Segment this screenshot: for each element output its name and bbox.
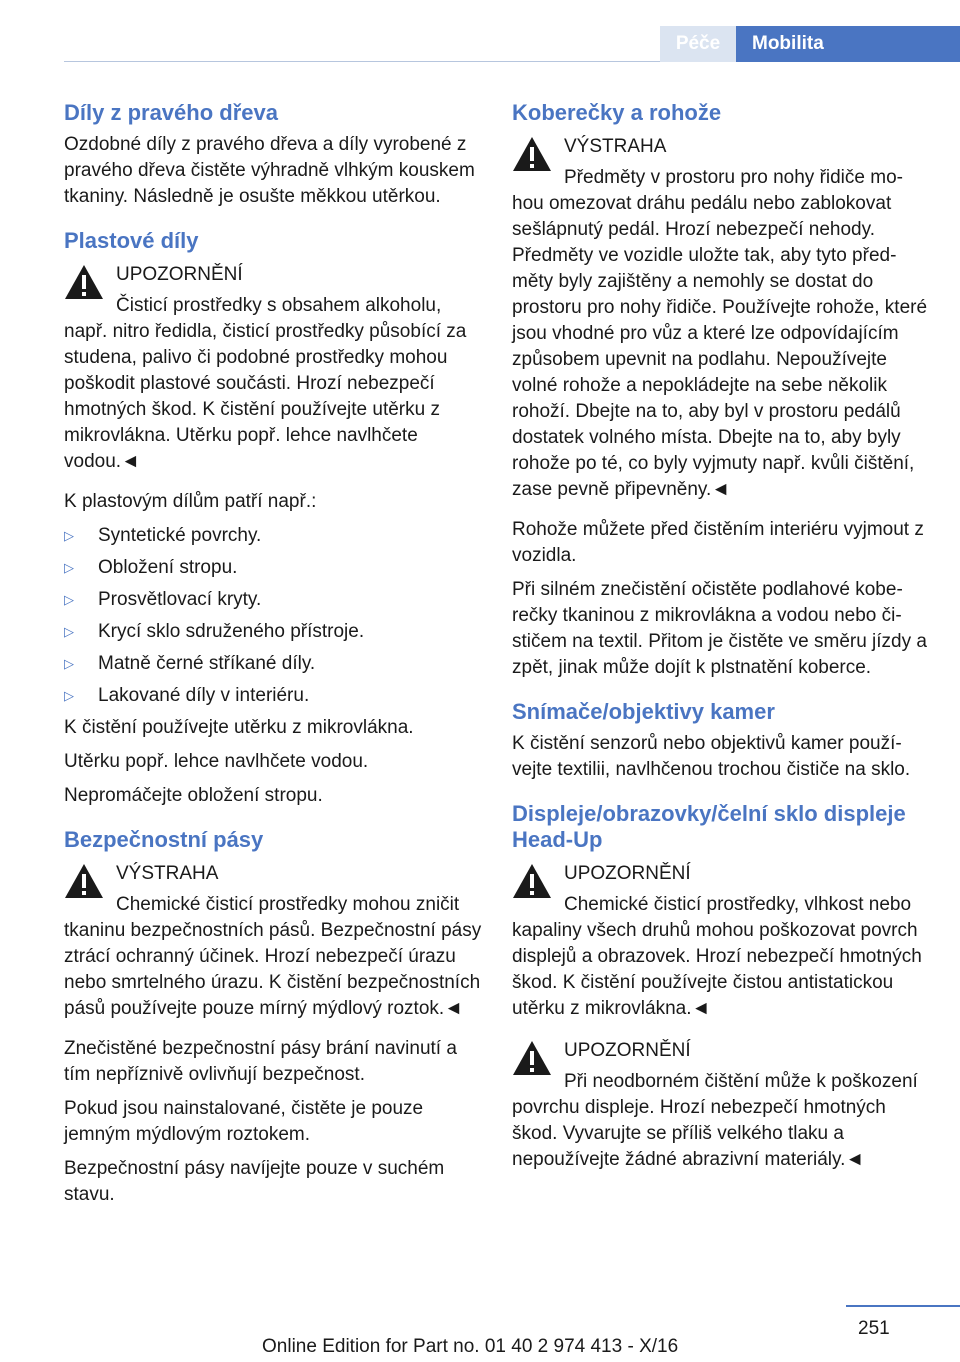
triangle-bullet-icon: ▷ (64, 688, 74, 703)
warning-text: Předměty v prostoru pro nohy řidiče mohou omezovat dráhu pedálu nebo zablokovat sešlápnutý pedál. Hrozí nebezpečí nehody. Předměty ve vozidle uložte tak, aby tyto předměty byly zajištěny a nemohly se dostat do prostoru pro nohy řidiče. Používejte rohože, které jsou vhodné pro vůz a které lze odpovídajícím způsobem upevnit na podlahu. Nepoužívejte volné rohože a nepokládejte na sebe několik rohoží. Dbejte na to, aby byl v prostoru pedálů dostatek volného místa. Dbejte na to, aby byly rohože po té, co byly vyjmuty např. kvůli čištění, zase pevně připevněny.◄ (512, 167, 928, 500)
plastic-list (64, 523, 482, 709)
triangle-bullet-icon: ▷ (64, 656, 74, 671)
page-number: 251 (858, 1318, 890, 1339)
belts-p2: Pokud jsou nainstalované, čistěte je pouze jemným mýdlovým roztokem. (64, 1098, 424, 1145)
triangle-bullet-icon: ▷ (64, 624, 74, 639)
list-item-text: Obložení stropu. (98, 557, 238, 578)
section-title-cameras: Snímače/objektivy kamer (512, 699, 775, 724)
list-item (64, 587, 482, 613)
section-title-displays: Displeje/obrazovky/čelní sklo displeje Head-Up (512, 801, 906, 852)
mats-warning (512, 132, 928, 503)
section-displays (512, 801, 928, 1173)
warning-heading: UPOZORNĚNÍ (564, 863, 691, 884)
warning-heading: VÝSTRAHA (116, 863, 219, 884)
section-plastic (64, 228, 482, 809)
warning-heading: UPOZORNĚNÍ (116, 264, 243, 285)
section-title-belts: Bezpečnostní pásy (64, 827, 264, 852)
plastic-intro: K plastovým dílům patří např.: (64, 491, 317, 512)
list-item (64, 651, 482, 677)
right-column (512, 100, 928, 1191)
triangle-bullet-icon: ▷ (64, 560, 74, 575)
section-mats (512, 100, 928, 681)
warning-heading: UPOZORNĚNÍ (564, 1040, 691, 1061)
section-title-plastic: Plastové díly (64, 228, 199, 253)
warning-text: Čisticí prostředky s obsahem alkoholu, např. nitro ředidla, čisticí prostředky působící za studena, palivo či podobné prostředky mohou poškodit plastové součásti. Hrozí nebezpečí hmotných škod. K čistění používejte utěrku z mikrovlákna. Utěrku popř. lehce navlhčete vodou.◄ (64, 295, 467, 472)
section-belts (64, 827, 482, 1208)
list-item (64, 555, 482, 581)
page-header (0, 0, 960, 62)
triangle-bullet-icon: ▷ (64, 528, 74, 543)
mats-p2: Při silném znečistění očistěte podlahové koberečky tkaninou z mikrovlákna a vodou nebo čističem na textil. Přitom je čistěte ve směru jízdy a zpět, jinak může dojít k plstnatění koberce. (512, 579, 927, 678)
warning-text: Chemické čisticí prostředky mohou zničit tkaninu bezpečnostních pásů. Bezpečnostní pásy ztrácí ochranný účinek. Hrozí nebezpečí úrazu nebo smrtelného úrazu. K čistění bezpečnostních pásů používejte pouze mírný mýdlový roztok.◄ (64, 894, 482, 1019)
list-item-text: Krycí sklo sdruženého přístroje. (98, 621, 365, 642)
belts-warning (64, 859, 482, 1022)
belts-p3: Bezpečnostní pásy navíjejte pouze v suchém stavu. (64, 1158, 445, 1205)
plastic-p3: Nepromáčejte obložení stropu. (64, 785, 323, 806)
section-wood (64, 100, 482, 210)
warning-text: Chemické čisticí prostředky, vlhkost nebo kapaliny všech druhů mohou poškozovat povrch displejů a obrazovek. Hrozí nebezpečí hmotných škod. K čistění používejte čistou antistatickou utěrku z mikrovlákna.◄ (512, 894, 922, 1019)
plastic-p1: K čistění používejte utěrku z mikrovlákna. (64, 717, 414, 738)
tab-pece[interactable]: Péče (660, 26, 736, 62)
footer-rule (846, 1305, 960, 1307)
plastic-p2: Utěrku popř. lehce navlhčete vodou. (64, 751, 369, 772)
tab-mobilita[interactable]: Mobilita (736, 26, 960, 62)
cameras-text: K čistění senzorů nebo objektivů kamer používejte textilii, navlhčenou trochou čističe na sklo. (512, 733, 911, 780)
warning-triangle-icon (512, 136, 552, 172)
wood-text: Ozdobné díly z pravého dřeva a díly vyrobené z pravého dřeva čistěte výhradně vlhkým kouskem tkaniny. Následně je osušte měkkou utěrkou. (64, 134, 475, 207)
section-cameras (512, 699, 928, 783)
list-item (64, 619, 482, 645)
mats-p1: Rohože můžete před čistěním interiéru vyjmout z vozidla. (512, 519, 924, 566)
list-item (64, 683, 482, 709)
warning-heading: VÝSTRAHA (564, 136, 667, 157)
warning-text: Při neodborném čištění může k poškození povrchu displeje. Hrozí nebezpečí hmotných škod. Vyvarujte se příliš velkého tlaku a nepoužívejte žádné abrazivní materiály.◄ (512, 1071, 918, 1170)
section-title-wood: Díly z pravého dřeva (64, 100, 278, 125)
warning-triangle-icon (512, 863, 552, 899)
list-item-text: Syntetické povrchy. (98, 525, 262, 546)
list-item-text: Lakované díly v interiéru. (98, 685, 310, 706)
list-item (64, 523, 482, 549)
list-item-text: Matně černé stříkané díly. (98, 653, 316, 674)
list-item-text: Prosvětlovací kryty. (98, 589, 262, 610)
edition-note: Online Edition for Part no. 01 40 2 974 413 - X/16 (262, 1336, 679, 1357)
warning-triangle-icon (64, 264, 104, 300)
warning-triangle-icon (64, 863, 104, 899)
warning-triangle-icon (512, 1040, 552, 1076)
belts-p1: Znečistěné bezpečnostní pásy brání navinutí a tím nepříznivě ovlivňují bezpečnost. (64, 1038, 457, 1085)
triangle-bullet-icon: ▷ (64, 592, 74, 607)
displays-warning-2 (512, 1036, 928, 1173)
plastic-warning (64, 260, 482, 475)
displays-warning-1 (512, 859, 928, 1022)
section-title-mats: Koberečky a rohože (512, 100, 722, 125)
left-column (64, 100, 482, 1226)
